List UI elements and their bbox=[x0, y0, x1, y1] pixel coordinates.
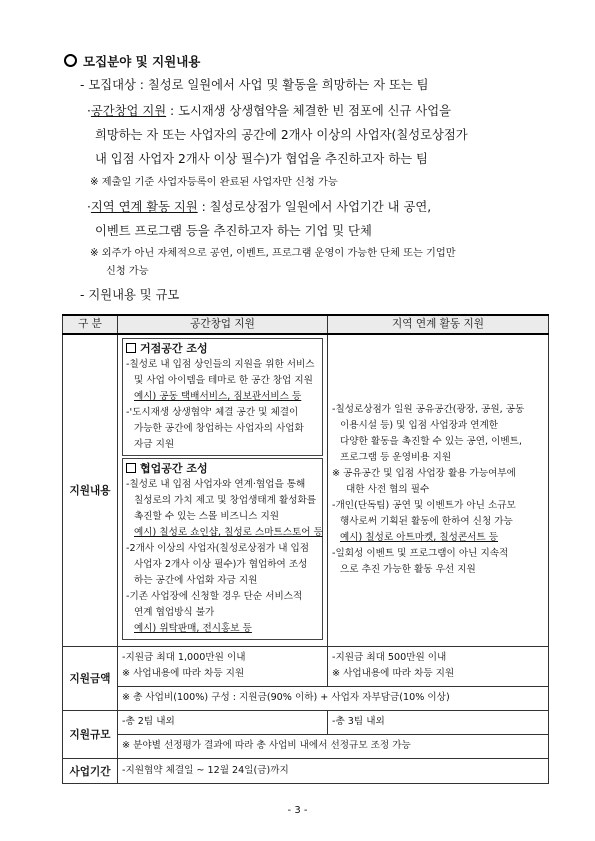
amount-region-cell: -지원금 최대 500만원 이내 ※ 사업내용에 따라 차등 지원 bbox=[328, 647, 549, 687]
region-activity-note-1: ※ 외주가 아닌 자체적으로 공연, 이벤트, 프로그램 운영이 가능한 단체 또는 기업만 bbox=[90, 248, 456, 259]
space-startup-line-3: 내 입점 사업자 2개사 이상 필수)가 협업을 추진하고자 하는 팀 bbox=[95, 152, 428, 166]
table-header-row bbox=[63, 315, 549, 334]
table-row-period bbox=[63, 759, 549, 784]
table-row-amount-total bbox=[63, 687, 549, 711]
header-region-activity: 지역 연계 활동 지원 bbox=[328, 315, 549, 334]
amount-space-cell: -지원금 최대 1,000만원 이내 ※ 사업내용에 따라 차등 지원 bbox=[118, 647, 328, 687]
region-activity-line-2: 이벤트 프로그램 등을 추진하고자 하는 기업 및 단체 bbox=[95, 224, 372, 238]
scale-space-cell: -총 2팀 내외 bbox=[118, 711, 328, 735]
page-number: - 3 - bbox=[287, 805, 308, 816]
row-label-scale: 지원규모 bbox=[63, 711, 118, 759]
content-space-cell bbox=[118, 334, 328, 647]
hub-space-example: 예시) 공동 택배서비스, 짐보관서비스 등 bbox=[134, 391, 302, 402]
row-label-content: 지원내용 bbox=[63, 334, 118, 647]
region-activity-line-1: ·지역 연계 활동 지원 : 칠성로상점가 일원에서 사업기간 내 공연, bbox=[87, 200, 432, 214]
period-cell: -지원협약 체결일 ~ 12월 24일(금)까지 bbox=[118, 759, 549, 784]
hub-space-box: 거점공간 조성 -칠성로 내 입점 상인들의 지원을 위한 서비스 및 사업 아이템을 테마로 한 공간 창업 지원 예시) 공동 택배서비스, 짐보관서비스 등 -'도시재생 상생협약' 체결 공간 및 체결이 가능한 공간에 창업하는 사업자의 사업화 자금 지원 bbox=[122, 338, 323, 456]
space-startup-line-2: 희망하는 자 또는 사업자의 공간에 2개사 이상의 사업자(칠성로상점가 bbox=[95, 128, 468, 142]
table-row-scale bbox=[63, 711, 549, 735]
support-table bbox=[62, 314, 549, 784]
scale-region-cell: -총 3팀 내외 bbox=[328, 711, 549, 735]
header-space-startup: 공간창업 지원 bbox=[118, 315, 328, 334]
checkbox-square-icon bbox=[126, 463, 136, 473]
row-label-period: 사업기간 bbox=[63, 759, 118, 784]
circle-bullet-icon bbox=[64, 54, 77, 67]
section-title: 모집분야 및 지원내용 bbox=[64, 52, 200, 70]
collab-space-box: 협업공간 조성 -칠성로 내 입점 사업자와 연계·협업을 통해 칠성로의 가치 제고 및 창업생태계 활성화를 촉진할 수 있는 스몰 비즈니스 지원 예시) 칠성로 쇼인샵, 칠성로 스마트스토어 등 -2개사 이상의 사업자(칠성로상점가 내 입점 사업자 2개사 이상 필수)가 협업하여 조성 하는 공간에 사업화 자금 지원 -기존 사업장에 신청할 경우 단순 서비스적 연계 협업방식 불가 예시) 위탁판매, 전시홍보 등 bbox=[122, 458, 323, 640]
support-heading: - 지원내용 및 규모 bbox=[80, 288, 180, 302]
table-row-scale-note bbox=[63, 735, 549, 759]
collab-space-example-2: 예시) 위탁판매, 전시홍보 등 bbox=[134, 623, 252, 634]
content-region-cell: -칠성로상점가 일원 공유공간(광장, 공원, 공동 이용시설 등) 및 입점 사업장과 연계한 다양한 활동을 촉진할 수 있는 공연, 이벤트, 프로그램 등 운영비용 지원 ※ 공유공간 및 입점 사업장 활용 가능여부에 대한 사전 협의 필수 -개인(단독팀) 공연 및 이벤트가 아닌 소규모 행사로써 기획된 활동에 한하여 신청 가능 예시) 칠성로 아트마켓, 칠성콘서트 등 -일회성 이벤트 및 프로그램이 아닌 지속적 으로 추진 가능한 활동 우선 지원 bbox=[328, 334, 549, 647]
space-startup-term: 공간창업 지원 bbox=[90, 104, 167, 118]
scale-note-cell: ※ 분야별 선정평가 결과에 따라 총 사업비 내에서 선정규모 조정 가능 bbox=[118, 735, 549, 759]
hub-space-title: 거점공간 조성 bbox=[126, 341, 319, 357]
table-row-amount bbox=[63, 647, 549, 687]
collab-space-example: 예시) 칠성로 쇼인샵, 칠성로 스마트스토어 등 bbox=[134, 527, 323, 538]
recruit-target-line: - 모집대상 : 칠성로 일원에서 사업 및 활동을 희망하는 자 또는 팀 bbox=[80, 78, 429, 92]
table-row-content bbox=[63, 334, 549, 647]
collab-space-title: 협업공간 조성 bbox=[126, 461, 319, 477]
space-startup-line-1: ·공간창업 지원 : 도시재생 상생협약을 체결한 빈 점포에 신규 사업을 bbox=[87, 104, 451, 118]
amount-total-cell: ※ 총 사업비(100%) 구성 : 지원금(90% 이하) + 사업자 자부담금(10% 이상) bbox=[118, 687, 549, 711]
header-category: 구 분 bbox=[63, 315, 118, 334]
region-activity-note-2: 신청 가능 bbox=[106, 266, 149, 277]
region-example: 예시) 칠성로 아트마켓, 칠성콘서트 등 bbox=[340, 532, 499, 543]
checkbox-square-icon bbox=[126, 343, 136, 353]
space-startup-note: ※ 제출일 기준 사업자등록이 완료된 사업자만 신청 가능 bbox=[90, 177, 338, 188]
region-activity-term: 지역 연계 활동 지원 bbox=[90, 200, 198, 214]
row-label-amount: 지원금액 bbox=[63, 647, 118, 711]
